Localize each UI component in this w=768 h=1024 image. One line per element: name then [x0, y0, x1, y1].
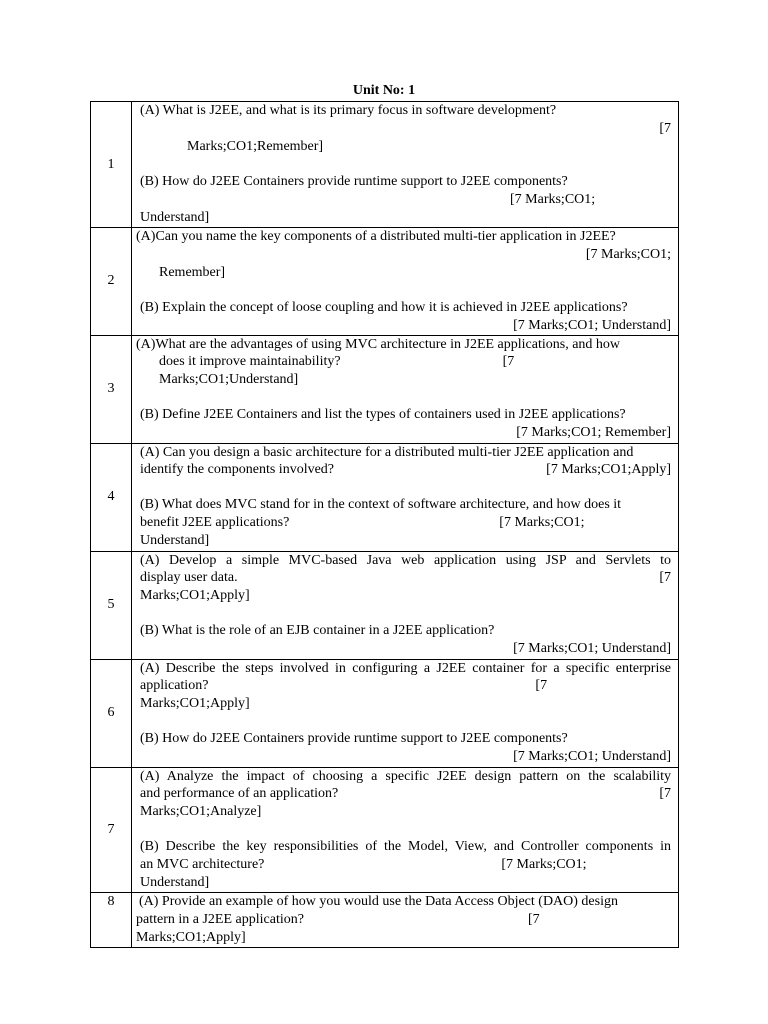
question-number: 3: [91, 335, 132, 443]
question-cell: [132, 228, 679, 336]
question-a-text: [136, 228, 671, 246]
table-row: [91, 102, 679, 228]
question-b-text: (B) Describe the key responsibilities of the Model, View, and Controller components in: [140, 839, 671, 855]
question-b-body: an MVC architecture?: [140, 857, 265, 873]
marks-label: Marks;CO1;Apply]: [136, 929, 246, 945]
marks-label: [7 Marks;CO1; Remember]: [516, 425, 671, 441]
question-b-text: (B) Define J2EE Containers and list the types of containers used in J2EE applications?: [140, 407, 626, 423]
question-a-body: pattern in a J2EE application?: [136, 911, 304, 927]
marks-label: Marks;CO1;Understand]: [159, 372, 299, 388]
marks-label: Understand]: [140, 533, 210, 549]
marks-label: Marks;CO1;Analyze]: [140, 804, 262, 820]
question-a-body: does it improve maintainability?: [159, 354, 341, 370]
question-b-text: (B) How do J2EE Containers provide runtime support to J2EE components?: [140, 173, 568, 189]
marks-label: [7 Marks;CO1;: [585, 246, 671, 262]
question-cell: [132, 892, 679, 947]
marks-label: [7: [659, 786, 671, 802]
question-a-text-cont: [140, 569, 671, 587]
question-a-body: and performance of an application?: [140, 786, 339, 802]
question-b-text: (B) Explain the concept of loose coupling and how it is achieved in J2EE applications?: [140, 299, 628, 315]
question-number: 6: [91, 659, 132, 767]
marks-label: Marks;CO1;Apply]: [140, 588, 250, 604]
question-cell: [132, 102, 679, 228]
marks-label: [7 Marks;CO1; Understand]: [513, 749, 671, 765]
question-b-text: (B) What is the role of an EJB container in a J2EE application?: [140, 623, 495, 639]
question-a-text: (A) Describe the steps involved in configuring a J2EE container for a specific enterprise: [140, 660, 671, 676]
marks-label: [7 Marks;CO1;: [510, 191, 596, 207]
question-number: 1: [91, 102, 132, 228]
question-cell: [132, 767, 679, 892]
table-row: [91, 443, 679, 551]
question-a-text: (A) Can you design a basic architecture for a distributed multi-tier J2EE application and: [140, 444, 634, 460]
question-a-body: display user data.: [140, 570, 238, 586]
question-a-body: What are the advantages of using MVC architecture in J2EE applications, and how: [155, 336, 621, 352]
marks-label: [7: [535, 678, 548, 694]
question-b-text-cont: [140, 856, 671, 874]
question-table: [90, 101, 679, 948]
question-b-text: (B) What does MVC stand for in the context of software architecture, and how does it: [140, 497, 622, 513]
question-number: 7: [91, 767, 132, 892]
marks-label: [7 Marks;CO1; Understand]: [513, 317, 671, 333]
question-cell: [132, 551, 679, 659]
question-a-body: Can you name the key components of a distributed multi-tier application in J2EE?: [155, 229, 616, 244]
marks-label: Remember]: [159, 264, 226, 280]
marks-label: Understand]: [140, 209, 210, 225]
question-a-text-cont: [136, 911, 671, 929]
question-cell: [132, 659, 679, 767]
question-a-text-cont: [140, 677, 671, 695]
question-number: 5: [91, 551, 132, 659]
marks-label: [7: [659, 570, 671, 586]
question-a-body: application?: [140, 678, 209, 694]
question-a-label: (A): [136, 336, 156, 352]
question-number: 8: [91, 892, 132, 947]
marks-label: [7: [527, 911, 540, 927]
question-a-text-cont: [140, 461, 671, 479]
question-a-label: (A): [136, 229, 156, 244]
marks-label: [7: [502, 354, 515, 370]
question-b-body: benefit J2EE applications?: [140, 515, 290, 531]
question-a-text: [136, 336, 671, 354]
marks-label: Marks;CO1;Apply]: [140, 696, 250, 712]
question-a-text: (A) Analyze the impact of choosing a specific J2EE design pattern on the scalability: [140, 768, 671, 784]
question-cell: [132, 335, 679, 443]
table-row: [91, 892, 679, 947]
question-a-body: identify the components involved?: [140, 462, 335, 478]
marks-label: Understand]: [140, 875, 210, 891]
question-number: 4: [91, 443, 132, 551]
question-b-text-cont: [140, 514, 671, 532]
question-a-text: (A) Provide an example of how you would use the Data Access Object (DAO) design: [139, 893, 618, 909]
question-b-text: (B) How do J2EE Containers provide runtime support to J2EE components?: [140, 731, 568, 747]
question-a-text: (A) Develop a simple MVC-based Java web application using JSP and Servlets to: [140, 552, 671, 568]
table-row: [91, 335, 679, 443]
marks-label: [7 Marks;CO1; Understand]: [513, 641, 671, 657]
question-cell: [132, 443, 679, 551]
marks-label: [7 Marks;CO1;: [499, 515, 585, 531]
question-number: 2: [91, 228, 132, 336]
marks-label: [7 Marks;CO1;Apply]: [546, 462, 671, 478]
marks-label: [7: [659, 120, 671, 136]
table-row: [91, 767, 679, 892]
question-a-text-cont: [136, 353, 671, 371]
table-row: [91, 659, 679, 767]
table-row: [91, 551, 679, 659]
marks-label: Marks;CO1;Remember]: [187, 138, 324, 154]
table-row: [91, 228, 679, 336]
question-a-text-cont: [140, 785, 671, 803]
marks-label: [7 Marks;CO1;: [501, 857, 587, 873]
unit-title: Unit No: 1: [352, 83, 416, 98]
question-a-text: (A) What is J2EE, and what is its primary focus in software development?: [140, 103, 557, 118]
